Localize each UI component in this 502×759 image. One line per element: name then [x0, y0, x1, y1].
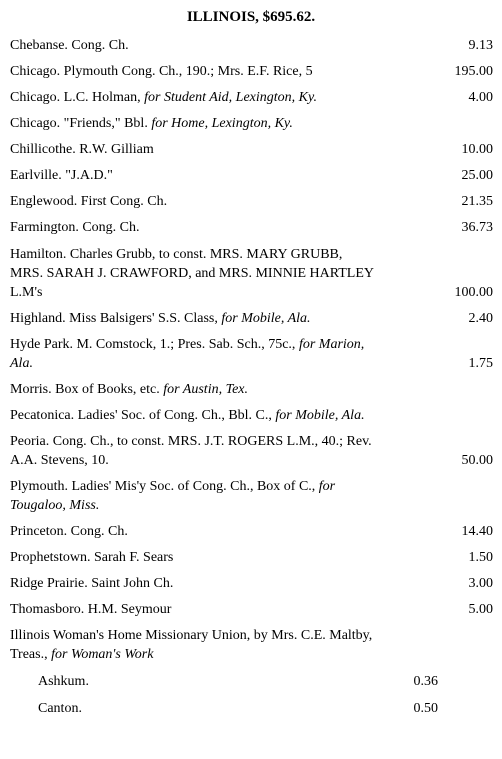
- donor-description: [0, 218, 375, 237]
- donor-description: [0, 600, 375, 619]
- donation-amount: 4.00: [468, 90, 493, 105]
- donor-text: Chicago. L.C. Holman,: [10, 90, 145, 105]
- donor-description: [0, 522, 375, 541]
- donation-amount: 195.00: [454, 64, 493, 79]
- donation-amount: 25.00: [461, 168, 493, 183]
- donation-entry: [0, 406, 502, 425]
- donor-description: [0, 36, 375, 55]
- donation-amount: 21.35: [461, 194, 493, 209]
- donation-amount: 0.36: [413, 674, 438, 689]
- donor-text: Plymouth. Ladies' Mis'y Soc. of Cong. Ch., Box of C.,: [10, 479, 319, 494]
- donor-text: Ashkum.: [38, 674, 89, 689]
- donation-entry: [0, 432, 502, 470]
- donor-text: Hyde Park. M. Comstock, 1.; Pres. Sab. Sch., 75c.,: [10, 337, 299, 352]
- donation-amount: 2.40: [468, 311, 493, 326]
- donation-amount: 10.00: [461, 142, 493, 157]
- donor-text: Prophetstown. Sarah F. Sears: [10, 550, 174, 565]
- donor-text: Chillicothe. R.W. Gilliam: [10, 142, 154, 157]
- donation-entry: [0, 114, 502, 133]
- donation-amount: 50.00: [461, 453, 493, 468]
- donor-text: Highland. Miss Balsigers' S.S. Class,: [10, 311, 222, 326]
- donor-description: [0, 477, 375, 515]
- designation-text: for Student Aid, Lexington, Ky.: [144, 90, 317, 105]
- donor-description: [0, 380, 375, 399]
- donor-text: Illinois Woman's Home Missionary Union, by Mrs. C.E. Maltby, Treas.,: [10, 628, 373, 662]
- donor-description: [0, 574, 375, 593]
- donation-amount: 9.13: [468, 38, 493, 53]
- designation-text: for Marion, Ala.: [10, 337, 365, 371]
- donor-description: [0, 309, 375, 328]
- donation-amount: 100.00: [454, 285, 493, 300]
- donation-amount: 5.00: [468, 602, 493, 617]
- donor-description: [0, 548, 375, 567]
- donor-text: Ridge Prairie. Saint John Ch.: [10, 576, 174, 591]
- designation-text: for Home, Lexington, Ky.: [151, 116, 293, 131]
- sub-donation-entry: [0, 672, 502, 691]
- donation-entry: [0, 548, 502, 567]
- donation-entry: [0, 477, 502, 515]
- donor-text: Princeton. Cong. Ch.: [10, 524, 128, 539]
- donation-entry: [0, 192, 502, 211]
- donor-description: [0, 626, 375, 664]
- designation-text: for Mobile, Ala.: [221, 311, 311, 326]
- donor-description: [0, 245, 375, 302]
- donation-entry: [0, 245, 502, 302]
- donation-amount: 3.00: [468, 576, 493, 591]
- donor-description: [0, 140, 375, 159]
- donor-text: Earlville. "J.A.D.": [10, 168, 113, 183]
- donor-description: [0, 62, 375, 81]
- donor-text: Chicago. "Friends," Bbl.: [10, 116, 152, 131]
- donor-description: [0, 432, 375, 470]
- donor-text: Morris. Box of Books, etc.: [10, 382, 164, 397]
- donor-text: Chebanse. Cong. Ch.: [10, 38, 129, 53]
- donation-amount: 14.40: [461, 524, 493, 539]
- donation-entry: [0, 88, 502, 107]
- donation-entry: [0, 218, 502, 237]
- donation-entry: [0, 335, 502, 373]
- donation-amount: 1.50: [468, 550, 493, 565]
- donation-amount: 36.73: [461, 220, 493, 235]
- donation-entry: [0, 309, 502, 328]
- donation-amount: 1.75: [468, 356, 493, 371]
- donor-text: Hamilton. Charles Grubb, to const. MRS. MARY GRUBB, MRS. SARAH J. CRAWFORD, and MRS. MINNIE HARTLEY L.M's: [10, 247, 374, 300]
- donation-entry: [0, 574, 502, 593]
- donor-text: Englewood. First Cong. Ch.: [10, 194, 168, 209]
- donor-text: Peoria. Cong. Ch., to const. MRS. J.T. ROGERS L.M., 40.; Rev. A.A. Stevens, 10.: [10, 434, 372, 468]
- donor-description: [0, 699, 403, 718]
- donor-description: [0, 88, 375, 107]
- donor-text: Canton.: [38, 701, 82, 716]
- donor-text: Farmington. Cong. Ch.: [10, 220, 140, 235]
- donor-description: [0, 192, 375, 211]
- donation-entry: [0, 166, 502, 185]
- designation-text: for Tougaloo, Miss.: [10, 479, 336, 513]
- designation-text: for Woman's Work: [51, 647, 154, 662]
- donation-entry: [0, 380, 502, 399]
- donation-entry: [0, 36, 502, 55]
- donor-text: Thomasboro. H.M. Seymour: [10, 602, 172, 617]
- designation-text: for Austin, Tex.: [163, 382, 249, 397]
- donor-description: [0, 406, 375, 425]
- donation-entry: [0, 140, 502, 159]
- donor-text: Chicago. Plymouth Cong. Ch., 190.; Mrs. E.F. Rice, 5: [10, 64, 313, 79]
- donor-text: Pecatonica. Ladies' Soc. of Cong. Ch., Bbl. C.,: [10, 408, 276, 423]
- donation-entry: [0, 600, 502, 619]
- donation-amount: 0.50: [413, 701, 438, 716]
- donor-description: [0, 114, 375, 133]
- designation-text: for Mobile, Ala.: [275, 408, 365, 423]
- donor-description: [0, 166, 375, 185]
- donation-entry: [0, 522, 502, 541]
- donation-entry: [0, 62, 502, 81]
- sub-donation-entry: [0, 699, 502, 718]
- donation-list: [0, 36, 502, 718]
- donor-description: [0, 335, 375, 373]
- state-heading: ILLINOIS, $695.62.: [186, 9, 316, 25]
- donor-description: [0, 672, 403, 691]
- donation-entry: [0, 626, 502, 664]
